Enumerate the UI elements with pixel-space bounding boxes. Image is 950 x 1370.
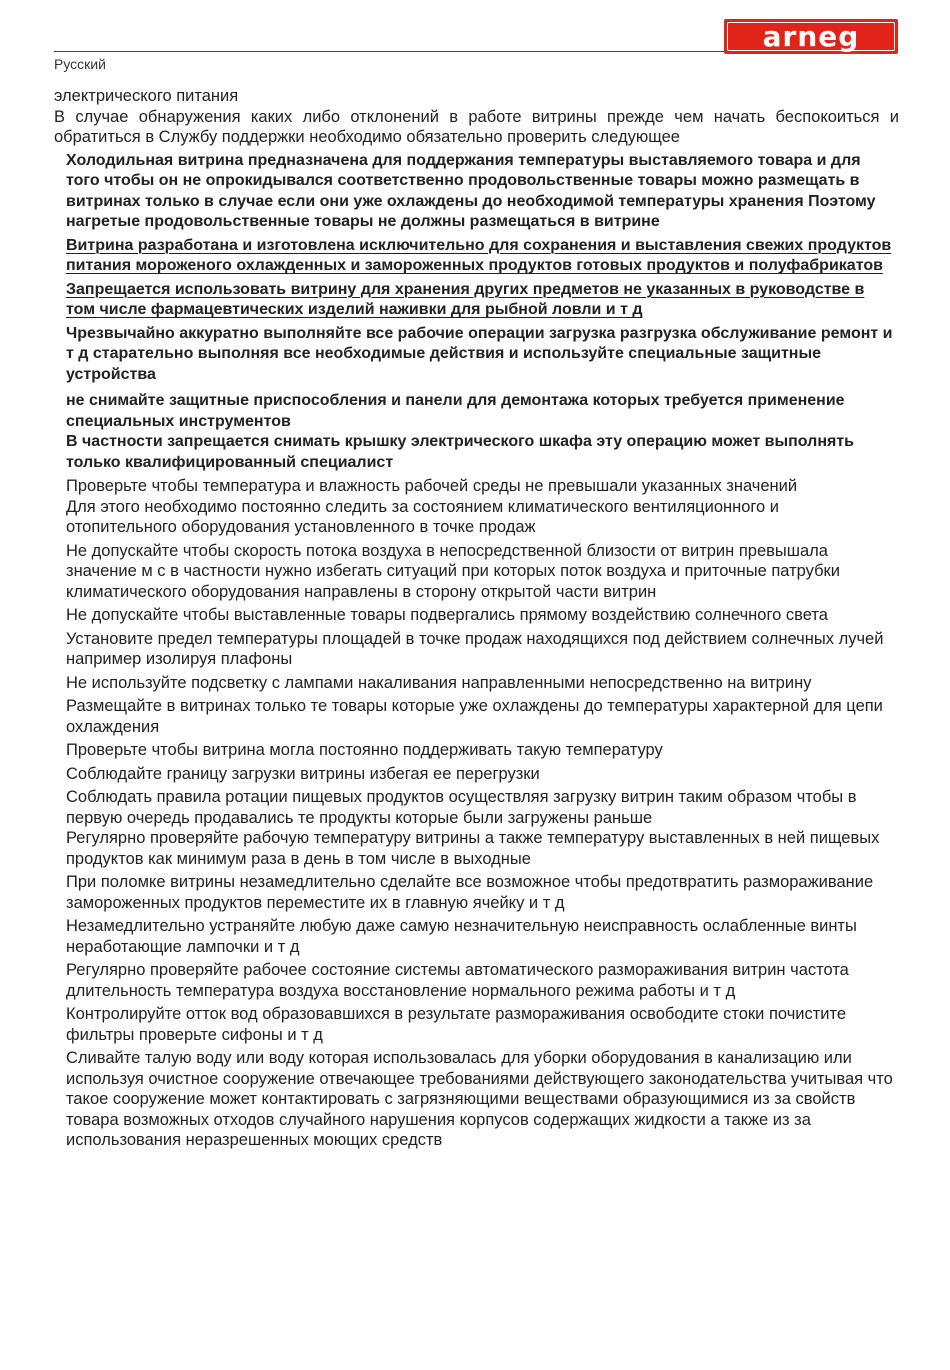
check-item: Установите предел температуры площадей в точке продаж находящихся под действием солнечных лучей например изолируя плафоны bbox=[66, 629, 884, 668]
warning-item-careful-operations: Чрезвычайно аккуратно выполняйте все рабочие операции загрузка разгрузка обслуживание ремонт и т д старательно выполняя все необходимые действия и используйте специальные защитные устройства bbox=[66, 324, 893, 383]
warning-item-electrical-cover: В частности запрещается снимать крышку электрического шкафа эту операцию может выполнять только квалифицированный специалист bbox=[66, 433, 854, 471]
brand-logo-text: arneg bbox=[727, 22, 895, 51]
intro-line-1: электрического питания bbox=[54, 87, 239, 105]
check-item: Сливайте талую воду или воду которая использовалась для уборки оборудования в канализацию или используя очистное сооружение отвечающее требованиями действующего законодательства учитывая что такое сооружение может контактировать с загрязняющими веществами образующимися из за свойств товара возможных отходов случайного нарушения корпусов содержащих жидкости а также из за использования неразрешенных моющих средств bbox=[66, 1049, 893, 1149]
language-label: Русский bbox=[54, 56, 106, 72]
check-item: Проверьте чтобы витрина могла постоянно поддерживать такую температуру bbox=[66, 741, 663, 759]
warning-item-intended-use: Холодильная витрина предназначена для поддержания температуры выставляемого товара и для того чтобы он не опрокидывался соответственно продовольственные товары можно размещать в витринах только в случае если они уже охлаждены до необходимой температуры хранения Поэтому нагретые продовольственные товары не должны размещаться в витрине bbox=[66, 151, 876, 230]
check-item: Не допускайте чтобы скорость потока воздуха в непосредственной близости от витрин превышала значение м с в частности нужно избегать ситуаций при которых поток воздуха и приточные патрубки климатического оборудования направлены в сторону открытой части витрин bbox=[66, 541, 840, 601]
intro-paragraph: В случае обнаружения каких либо отклонений в работе витрины прежде чем начать беспокоиться и обратиться в Службу поддержки необходимо обязательно проверить следующее bbox=[54, 107, 899, 146]
warning-item-protective-panels: не снимайте защитные приспособления и панели для демонтажа которых требуется применение специальных инструментов bbox=[66, 392, 845, 430]
document-body bbox=[54, 86, 899, 1151]
warning-item-prohibited-storage: Запрещается использовать витрину для хранения других предметов не указанных в руководстве в том числе фармацевтических изделий наживки для рыбной ловли и т д bbox=[66, 280, 865, 318]
check-item: Незамедлительно устраняйте любую даже самую незначительную неисправность ослабленные винты неработающие лампочки и т д bbox=[66, 917, 857, 956]
check-item: Соблюдайте границу загрузки витрины избегая ее перегрузки bbox=[66, 764, 540, 783]
check-item: При поломке витрины незамедлительно сделайте все возможное чтобы предотвратить размораживание замороженных продуктов переместите их в главную ячейку и т д bbox=[66, 873, 874, 912]
check-item: Контролируйте отток вод образовавшихся в результате размораживания освободите стоки почистите фильтры проверьте сифоны и т д bbox=[66, 1005, 847, 1044]
header-divider bbox=[54, 51, 724, 52]
check-item: Соблюдать правила ротации пищевых продуктов осуществляя загрузку витрин таким образом чтобы в первую очередь продавались те продукты которые были загружены раньше bbox=[66, 788, 857, 827]
brand-logo bbox=[724, 19, 898, 54]
check-item: Не допускайте чтобы выставленные товары подвергались прямому воздействию солнечного света bbox=[66, 606, 828, 624]
check-item: Регулярно проверяйте рабочее состояние системы автоматического размораживания витрин частота длительность температура воздуха восстановление нормального режима работы и т д bbox=[66, 961, 849, 1000]
warning-item-designed-for: Витрина разработана и изготовлена исключительно для сохранения и выставления свежих продуктов питания мороженого охлажденных и замороженных продуктов готовых продуктов и полуфабрикатов bbox=[66, 236, 892, 274]
check-item: Проверьте чтобы температура и влажность рабочей среды не превышали указанных значений bbox=[66, 477, 798, 495]
check-item: Не используйте подсветку с лампами накаливания направленными непосредственно на витрину bbox=[66, 673, 812, 692]
check-item: Для этого необходимо постоянно следить за состоянием климатического вентиляционного и отопительного оборудования установленного в точке продаж bbox=[66, 497, 780, 536]
check-item: Регулярно проверяйте рабочую температуру витрины а также температуру выставленных в ней пищевых продуктов как минимум раза в день в том числе в выходные bbox=[66, 829, 880, 868]
check-item: Размещайте в витринах только те товары которые уже охлаждены до температуры характерной для цепи охлаждения bbox=[66, 697, 883, 736]
